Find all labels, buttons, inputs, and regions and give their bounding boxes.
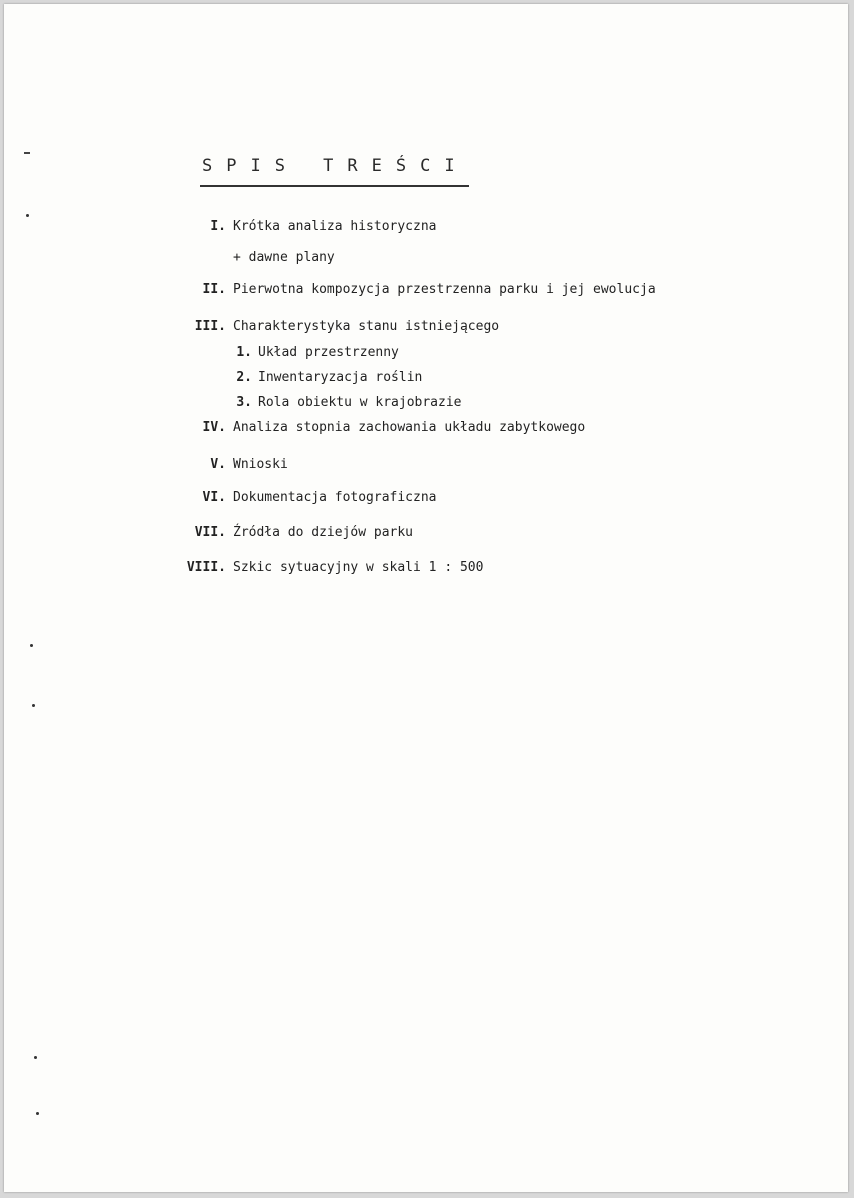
punch-hole-mark	[34, 1056, 37, 1059]
toc-entry-number: 3.	[236, 395, 252, 410]
toc-entry-number: III.	[194, 319, 226, 334]
toc-entry-number: I.	[210, 219, 226, 234]
toc-entry-text: Pierwotna kompozycja przestrzenna parku i jej ewolucja	[233, 282, 656, 297]
toc-entry-number: IV.	[202, 420, 226, 435]
toc-entry-text: Szkic sytuacyjny w skali 1 : 500	[233, 560, 484, 575]
toc-entry-number: VIII.	[186, 560, 226, 575]
toc-entry-number: V.	[210, 457, 226, 472]
toc-entry-text: Inwentaryzacja roślin	[258, 370, 423, 385]
toc-entry-number: II.	[202, 282, 226, 297]
punch-hole-mark	[36, 1112, 39, 1115]
document-page	[4, 4, 848, 1192]
punch-hole-mark	[30, 644, 33, 647]
toc-entry-text: Rola obiektu w krajobrazie	[258, 395, 462, 410]
title-underline	[200, 185, 469, 187]
margin-mark	[24, 152, 30, 154]
toc-entry-text: Źródła do dziejów parku	[233, 525, 414, 540]
toc-entry-text: Wnioski	[233, 457, 288, 472]
toc-entry-text: + dawne plany	[233, 250, 335, 265]
toc-entry-number: VII.	[194, 525, 226, 540]
toc-entry-number: VI.	[202, 490, 226, 505]
punch-hole-mark	[32, 704, 35, 707]
toc-entry-text: Charakterystyka stanu istniejącego	[233, 319, 500, 334]
toc-entry-number: 1.	[236, 345, 252, 360]
toc-entry-text: Układ przestrzenny	[258, 345, 399, 360]
toc-entry-text: Analiza stopnia zachowania układu zabytkowego	[233, 420, 586, 435]
page-title: SPIS TREŚCI	[202, 156, 469, 176]
toc-entry-text: Dokumentacja fotograficzna	[233, 490, 437, 505]
toc-entry-number: 2.	[236, 370, 252, 385]
toc-entry-text: Krótka analiza historyczna	[233, 219, 437, 234]
